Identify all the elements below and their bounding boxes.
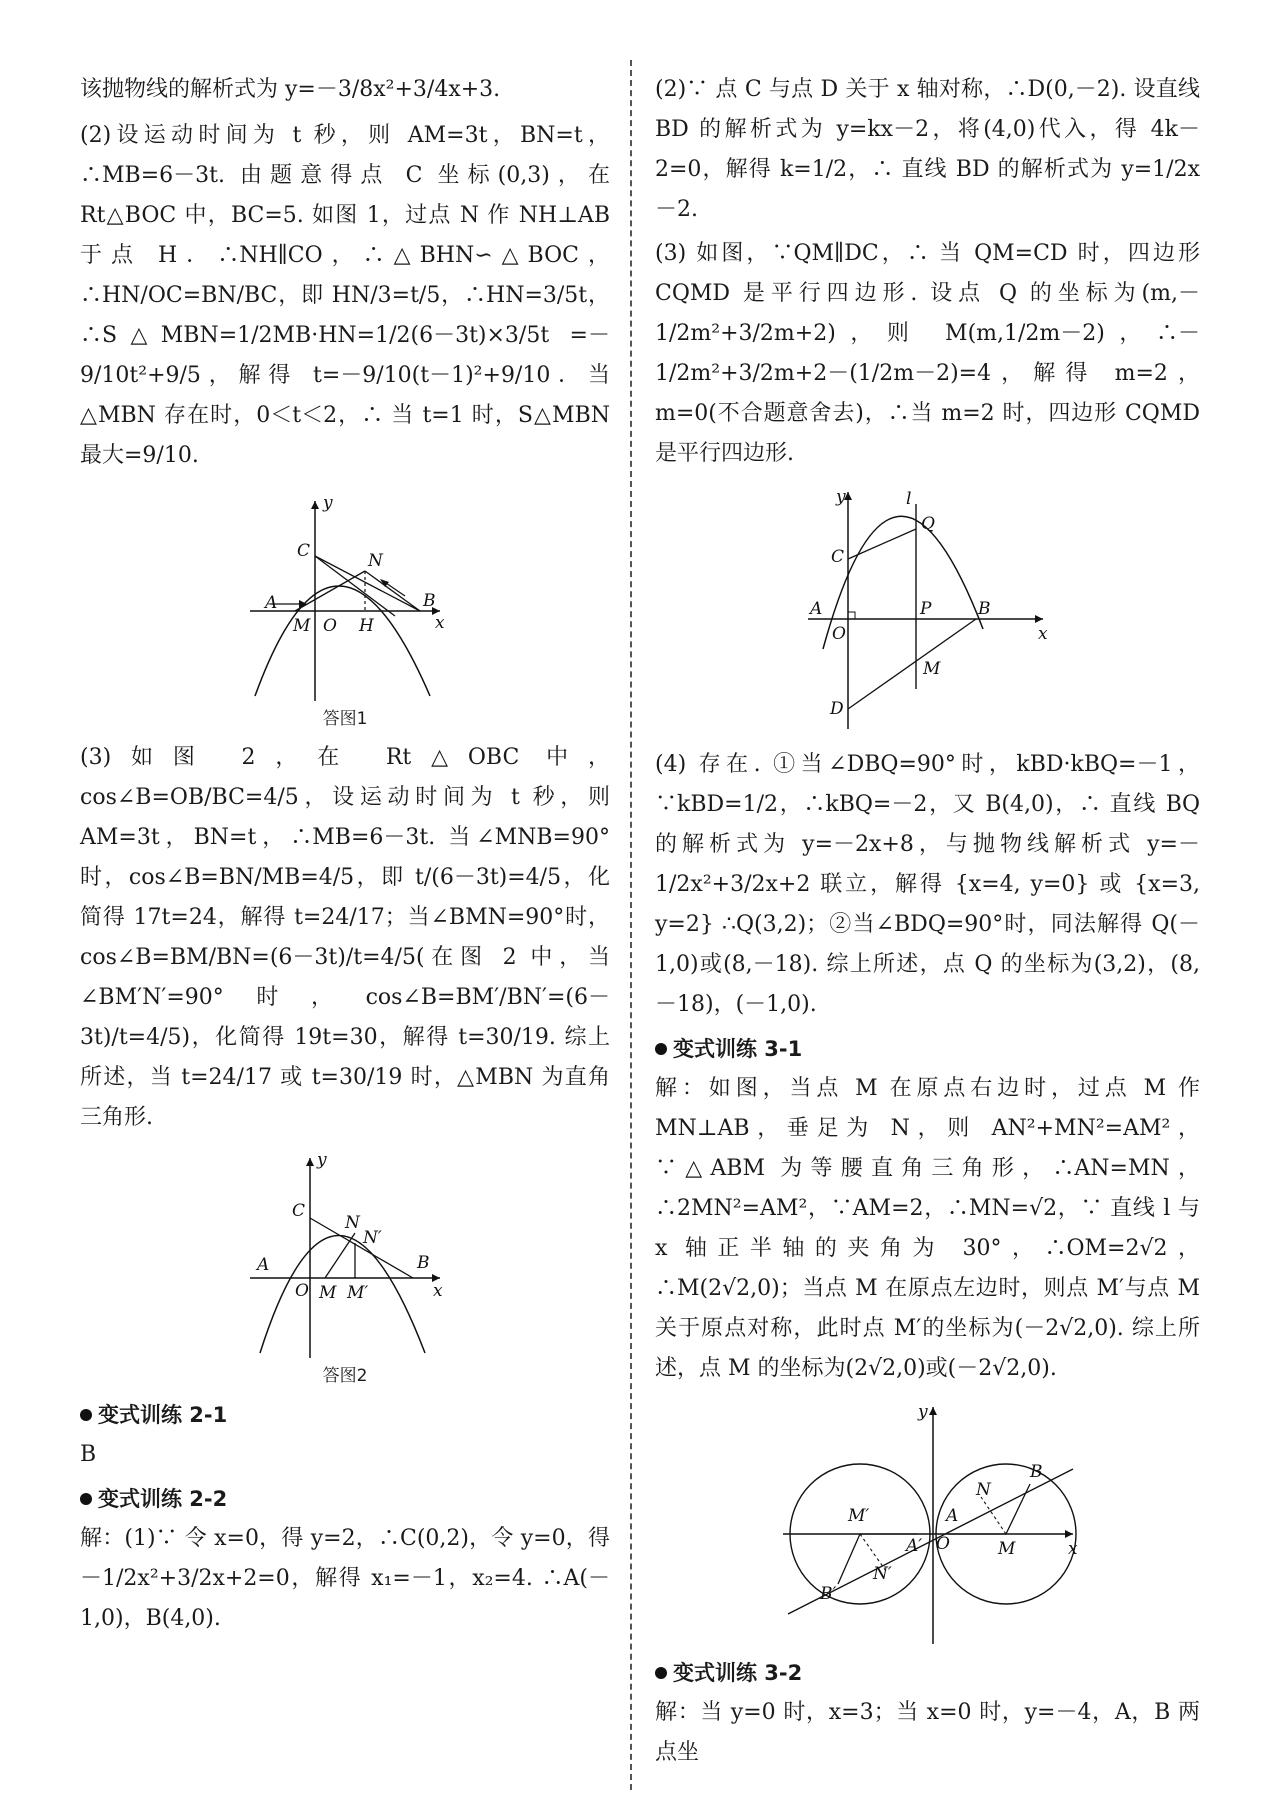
figure-1 xyxy=(235,486,455,706)
point-label-n-prime: N′ xyxy=(363,1228,382,1248)
paragraph: 解：(1)∵ 令 x=0，得 y=2，∴C(0,2)，令 y=0，得－1/2x²+3/2x+2=0，解得 x₁=－1，x₂=4. ∴A(－1,0)，B(4,0). xyxy=(80,1526,610,1631)
point-label-o: O xyxy=(323,616,337,636)
bullet-icon xyxy=(80,1409,92,1421)
point-label-o: O xyxy=(831,624,846,644)
point-label-d: D xyxy=(829,699,844,719)
point-label-n: N xyxy=(975,1480,991,1500)
paragraph: (4) 存在. ①当∠DBQ=90°时，kBD·kBQ=－1，∵kBD=1/2，∴kBQ=－2，又 B(4,0)，∴ 直线 BQ 的解析式为 y=－2x+8，与抛物线解析式 y=－1/2x²+3/2x+2 联立，解得 {x=4, y=0} 或 {x=3, y=2} ∴Q(3,2)；②当∠BDQ=90°时，同法解得 Q(－1,0)或(8,－18). 综上所述，点 Q 的坐标为(3,2)，(8,－18)，(－1,0). xyxy=(655,752,1200,1017)
axis-label-x: x xyxy=(433,1281,443,1301)
point-label-m: M xyxy=(319,1283,337,1303)
axis-label-x: x xyxy=(1067,1539,1078,1559)
point-label-a: A xyxy=(945,1506,958,1526)
line-label-l: l xyxy=(905,489,911,509)
axis-label-y: y xyxy=(317,1150,327,1170)
bullet-icon xyxy=(80,1493,92,1505)
paragraph: (3) 如图，∵QM∥DC，∴ 当 QM=CD 时，四边形 CQMD 是平行四边形. 设点 Q 的坐标为(m,－1/2m²+3/2m+2)，则 M(m,1/2m－2)，∴－1/2m²+3/2m+2－(1/2m－2)=4，解得 m=2，m=0(不合题意舍去)，∴当 m=2 时，四边形 CQMD 是平行四边形. xyxy=(655,241,1200,466)
figure-3 xyxy=(798,484,1058,739)
point-label-b-prime: B′ xyxy=(819,1584,836,1604)
paragraph: 解：当 y=0 时，x=3；当 x=0 时，y=－4，A，B 两点坐 xyxy=(655,1700,1200,1765)
point-label-p: P xyxy=(919,599,931,619)
point-label-m: M xyxy=(997,1539,1015,1559)
section-heading: 变式训练 3-2 xyxy=(655,1653,1200,1693)
point-label-m-prime: M′ xyxy=(847,1506,869,1526)
point-label-a: A xyxy=(265,593,278,613)
figure-4 xyxy=(768,1399,1088,1649)
figure-2 xyxy=(235,1148,455,1363)
point-label-c: C xyxy=(292,1201,306,1221)
point-label-q: Q xyxy=(920,514,935,534)
paragraph: 解：如图，当点 M 在原点右边时，过点 M 作 MN⊥AB，垂足为 N，则 AN²+MN²=AM²，∵△ABM 为等腰直角三角形，∴AN=MN，∴2MN²=AM²，∵AM=2，∴MN=√2，∵ 直线 l 与 x 轴正半轴的夹角为 30°，∴OM=2√2，∴M(2√2,0)；当点 M 在原点左边时，则点 M′与点 M 关于原点对称，此时点 M′的坐标为(－2√2,0). 综上所述，点 M 的坐标为(2√2,0)或(－2√2,0). xyxy=(655,1076,1200,1381)
point-label-n: N xyxy=(345,1213,360,1233)
point-label-n: N xyxy=(368,551,383,571)
paragraph: (3)如图 2，在 Rt△OBC 中，cos∠B=OB/BC=4/5，设运动时间为 t 秒，则 AM=3t，BN=t，∴MB=6－3t. 当∠MNB=90°时，cos∠B=BN/MB=4/5，即 t/(6－3t)=4/5，化简得 17t=24，解得 t=24/17；当∠BMN=90°时，cos∠B=BM/BN=(6－3t)/t=4/5(在图 2 中，当∠BM′N′=90°时，cos∠B=BM′/BN′=(6－3t)/t=4/5)，化简得 19t=30，解得 t=30/19. 综上所述，当 t=24/17 或 t=30/19 时，△MBN 为直角三角形. xyxy=(80,745,610,1130)
paragraph: (2)∵ 点 C 与点 D 关于 x 轴对称，∴D(0,－2). 设直线 BD 的解析式为 y=kx－2，将(4,0)代入，得 4k－2=0，解得 k=1/2，∴ 直线 BD 的解析式为 y=1/2x－2. xyxy=(655,77,1200,222)
point-label-b: B xyxy=(1029,1462,1042,1482)
point-label-c: C xyxy=(830,547,844,567)
point-label-n-prime: N′ xyxy=(872,1564,892,1584)
figure-caption: 答图1 xyxy=(322,709,368,729)
point-label-m: M xyxy=(293,616,311,636)
axis-label-y: y xyxy=(323,493,333,513)
point-label-a: A xyxy=(257,1255,270,1275)
bullet-icon xyxy=(655,1667,667,1679)
section-heading: 变式训练 2-2 xyxy=(80,1479,610,1519)
answer: B xyxy=(80,1442,97,1467)
paragraph: (2)设运动时间为 t 秒，则 AM=3t，BN=t，∴MB=6－3t. 由题意得点 C 坐标(0,3)，在 Rt△BOC 中，BC=5. 如图 1，过点 N 作 NH⊥AB 于点 H．∴NH∥CO，∴△BHN∽△BOC，∴HN/OC=BN/BC，即 HN/3=t/5，∴HN=3/5t，∴S△MBN=1/2MB·HN=1/2(6－3t)×3/5t =－9/10t²+9/5，解得 t=－9/10(t－1)²+9/10．当△MBN 存在时，0＜t＜2，∴ 当 t=1 时，S△MBN 最大=9/10. xyxy=(80,123,610,468)
point-label-b: B xyxy=(423,591,436,611)
section-heading: 变式训练 2-1 xyxy=(80,1395,610,1435)
point-label-h: H xyxy=(359,616,374,636)
point-label-a: A xyxy=(809,599,822,619)
point-label-c: C xyxy=(297,541,311,561)
column-divider xyxy=(630,60,632,1790)
point-label-o: O xyxy=(935,1534,950,1554)
bullet-icon xyxy=(655,1043,667,1055)
paragraph: 该抛物线的解析式为 y=－3/8x²+3/4x+3. xyxy=(80,77,501,102)
point-label-b: B xyxy=(417,1253,430,1273)
point-label-a-prime: A′ xyxy=(905,1536,922,1556)
axis-label-x: x xyxy=(1037,624,1048,644)
point-label-b: B xyxy=(977,599,990,619)
section-heading: 变式训练 3-1 xyxy=(655,1029,1200,1069)
axis-label-y: y xyxy=(917,1402,928,1422)
right-column xyxy=(655,70,1200,1773)
axis-label-y: y xyxy=(835,487,846,507)
point-label-o: O xyxy=(295,1281,309,1301)
left-column xyxy=(80,70,610,1639)
point-label-m: M xyxy=(922,659,940,679)
figure-caption: 答图2 xyxy=(322,1366,368,1386)
axis-label-x: x xyxy=(435,613,445,633)
point-label-m-prime: M′ xyxy=(347,1283,369,1303)
